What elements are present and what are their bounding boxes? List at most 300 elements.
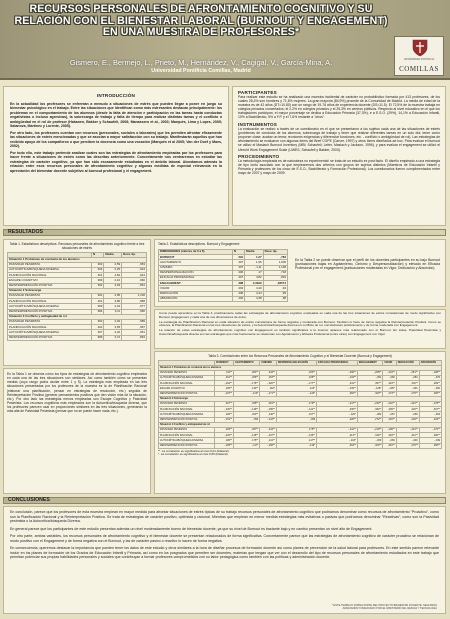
table2-box xyxy=(154,239,446,307)
table3-cell: -,296** xyxy=(317,370,358,375)
table1-cell: PLANIFICACIÓN RACIONAL xyxy=(8,299,92,304)
table1-cell: PASIVIDAD PESIMISTA xyxy=(8,262,92,267)
table3-cell: -,092 xyxy=(234,417,260,422)
table3-cell: -,232** xyxy=(357,402,382,407)
table3-cell: -,049 xyxy=(419,438,441,443)
table2-header: DIMENSIONES (valores de 0 a 6) xyxy=(159,250,233,255)
table3-cell: -,105* xyxy=(383,386,396,391)
table1-cell: 3,11 xyxy=(104,309,122,314)
table3-cell: ,320** xyxy=(396,407,419,412)
methods-box xyxy=(232,86,446,226)
table3-cell: -,120* xyxy=(234,391,260,396)
table3-cell: ,153** xyxy=(260,376,277,381)
table2-cell: 407 xyxy=(232,265,244,270)
table2-note: En la Tabla 2 se puede observar que el perfil de los docentes participantes en su bajo Burnout (puntuaciones bajas en Agotamiento, Cinismo y Despersonalización) y elevado en Eficacia Profesional y en el engagement (puntuaciones moderadas en Vigor, Dedicación y Absorción). xyxy=(295,258,440,271)
table1-cell: 3,72 xyxy=(104,335,122,340)
university: Universidad Pontificia Comillas, Madrid xyxy=(151,68,251,74)
table3-cell: ,327** xyxy=(215,402,234,407)
table3-cell: -,141** xyxy=(276,407,316,412)
table1-cell: 2,10 xyxy=(104,278,122,283)
table3-cell: -,087 xyxy=(383,412,396,417)
table3-cell: ,246** xyxy=(396,417,419,422)
procedure-heading: PROCEDIMIENTO xyxy=(238,154,280,160)
table1-header: Desv. típ. xyxy=(122,252,147,257)
poster-title xyxy=(6,4,396,39)
table1-cell: ,924 xyxy=(122,273,147,278)
table2-header: Desv. típ. xyxy=(263,250,287,255)
table3-cell: -,251** xyxy=(396,370,419,375)
table1-cell: 2,25 xyxy=(104,268,122,273)
table3-cell: -,151** xyxy=(215,417,234,422)
table1-cell: REINTERPRETACIÓN POSITIVA xyxy=(8,335,92,340)
table1 xyxy=(7,252,147,341)
table1-cell: PASIVIDAD PESIMISTA xyxy=(8,294,92,299)
table3-cell: ,341** xyxy=(317,381,358,386)
table2-cell: ,834 xyxy=(263,275,287,280)
table3-cell: -,066 xyxy=(396,412,419,417)
table1-cell: 3,86 xyxy=(104,299,122,304)
table1-cell: 402 xyxy=(91,325,103,330)
table3-cell: ,146** xyxy=(260,412,277,417)
table1-cell: 2,20 xyxy=(104,330,122,335)
table3-cell: -,066 xyxy=(383,438,396,443)
logo-name: COMILLAS xyxy=(399,65,439,73)
table3-cell: ,307** xyxy=(419,407,441,412)
table1-cell: 3,55 xyxy=(104,325,122,330)
table2-cell: ,98 xyxy=(263,296,287,301)
table3-cell: AUTOCRÍTICA/BÚSQUEDA DIVERSA xyxy=(159,412,215,417)
table1-cell: 2,46 xyxy=(104,319,122,324)
table3-cell: -,082 xyxy=(357,412,382,417)
table3-header: ENGAGEMENT xyxy=(357,360,382,365)
table3-cell: ,299** xyxy=(419,381,441,386)
conclusions-bar xyxy=(3,497,446,504)
table3-cell: -,126* xyxy=(317,412,358,417)
funding-line-2: AVANZANDO' FINANCIADO POR EL MINISTERIO DE CIENCIA Y TECNOLOGÍA xyxy=(342,606,437,610)
table1-cell: ,990 xyxy=(122,309,147,314)
table1-cell: 4,60 xyxy=(104,273,122,278)
table2-cell: ,17 xyxy=(245,270,263,275)
conclusions-paragraph-2: En general parece que los participantes de este estudio presentan además un nivel moderadamente bueno de bienestar docente, ya que su nivel de Burnout es bastante bajo y en cambio presentan un nivel alto de Engagement. xyxy=(10,526,373,531)
table3-cell: -,119* xyxy=(276,443,316,448)
conclusions-box xyxy=(3,506,446,614)
table3-cell: ,244** xyxy=(260,370,277,375)
table2-cell: AGOTAMIENTO xyxy=(159,260,233,265)
table1-cell: ,924 xyxy=(122,268,147,273)
table2-cell: ENGAGEMENT xyxy=(159,281,233,286)
table3-cell: -,201** xyxy=(396,402,419,407)
table3-cell: ,118* xyxy=(260,386,277,391)
conclusions-paragraph-4: En consecuencia, queremos destacar la importancia que pueden tener los datos de este estudio y otros similares a la hora de diseñar procesos de formación docente así como planes de prevención de la salud laboral para profesores. En este sentido parece relevante incluir en los planes de formación de los Grados de Educación Infantil y Primaria, así como en los posgrados que permiten ser docentes, materias que tengan que ver con el desarrollo del tipo de recursos personales de afrontamiento estudiados en este trabajo que permitan potenciar sus propias habilidades personales y sociales que contribuyan a formar profesores comprometidos con su labor pedagógica como también con las políticas y administración docente. xyxy=(10,546,439,559)
table1-cell: REINTERPRETACIÓN POSITIVA xyxy=(8,309,92,314)
table3-cell: ,293** xyxy=(215,427,234,432)
poster-header xyxy=(0,0,450,80)
table3-cell: PASIVIDAD PESIMISTA xyxy=(159,427,215,432)
table1-note-box xyxy=(3,368,151,494)
table2-cell: 4,3329 xyxy=(245,281,263,286)
table1-cell: ESCAPE COGNITIVO xyxy=(8,278,92,283)
table1-caption: Tabla 1. Estadísticos descriptivos. Recursos personales de afrontamiento cognitivo frente a tres situaciones de estrés xyxy=(9,242,145,250)
table1-cell: ,960 xyxy=(122,278,147,283)
table3-body xyxy=(159,365,442,448)
table2-cell: 403 xyxy=(232,286,244,291)
table3-cell: ,311** xyxy=(215,370,234,375)
authors: Gismero, E., Bermejo, L., Prieto, M., Hernández, V., Cagigal, V., García-Mina, A. xyxy=(69,58,333,67)
instruments-text: La evaluación se realizó a través de un cuestionario en el que se presentaron a los sujetos cada una de las situaciones de estrés (problemas de conducta de los alumnos; sobrecarga de trabajo y tener que realizar diferentes tareas en un solo día; tener como proponer clase; acabar un tema; reuniones exigencias y diferenciar funciones, etc. - conflicto o ambigüedad de rol). Las estrategias de afrontamiento se evaluaron con algunas ítems del Brief COPE (Carver, 1997) y otros ítems diseñados ad hoc. Para evaluar el burnout se utilizó el Maslach Burnout Inventory (MBI; Schaufeli, Leiter, Maslach y Jackson, 1996), y para evaluar el engagement se utilizó el Utrecht Work Engagement Scale (UWES, Schaufeli y Bakker, 2003). xyxy=(238,127,440,152)
table3-cell: -,264** xyxy=(215,381,234,386)
table3-cell: PLANIFICACIÓN RACIONAL xyxy=(159,433,215,438)
table3-cell: ,279** xyxy=(396,391,419,396)
table3-cell: -,185** xyxy=(215,443,234,448)
table3-cell: -,230** xyxy=(215,407,234,412)
table2-cell: 406 xyxy=(232,291,244,296)
table2-cell: EFICACIA PROFESIONAL xyxy=(159,275,233,280)
table3-cell: PLANIFICACIÓN RACIONAL xyxy=(159,381,215,386)
title-line-1: RECURSOS PERSONALES DE AFRONTAMIENTO COGNITIVO Y SU xyxy=(29,3,373,15)
table3-cell: ,183** xyxy=(276,370,316,375)
table3-cell: -,143** xyxy=(260,417,277,422)
table3-note-1: **. La correlación es significativa al nivel 0,01 (bilateral). xyxy=(158,448,230,453)
conclusions-heading: CONCLUSIONES xyxy=(8,497,50,503)
table2-cell: 406 xyxy=(232,270,244,275)
table1-cell: REINTERPRETACIÓN POSITIVA xyxy=(8,283,92,288)
table3-cell: -,090 xyxy=(419,386,441,391)
table3-cell: ,251** xyxy=(260,402,277,407)
table3-cell: -,195** xyxy=(260,407,277,412)
table1-group-label: Situación 3 Conflicto y ambigüedad de rol xyxy=(8,314,147,319)
table3-cell: -,198** xyxy=(419,370,441,375)
table3-cell: ,263** xyxy=(317,443,358,448)
table3-cell: -,175** xyxy=(234,381,260,386)
table3-cell: ,257** xyxy=(234,427,260,432)
table1-cell: 391 xyxy=(91,294,103,299)
results-bar xyxy=(3,229,446,236)
table3-cell: -,222** xyxy=(383,402,396,407)
table3-cell: REINTERPRETACIÓN POSITIVA xyxy=(159,391,215,396)
table3-caption: Tabla 3. Correlaciones entre los Recursos Personales de Afrontamiento Cognitivo y el Bienestar Docente (Burnout y Engagement) xyxy=(208,354,392,358)
table3-cell: -,145** xyxy=(234,433,260,438)
table2-wrapper xyxy=(158,249,288,302)
table3-cell: ,147** xyxy=(276,438,316,443)
table1-cell: 2,59 xyxy=(104,262,122,267)
table3-cell: -,177** xyxy=(276,381,316,386)
table3-cell: -,076 xyxy=(419,376,441,381)
table1-cell: 1,130 xyxy=(122,294,147,299)
table2-cell: 1,138 xyxy=(263,265,287,270)
table2-cell: 4,38 xyxy=(245,296,263,301)
table3-cell: -,084 xyxy=(396,376,419,381)
table3-cell: -,247** xyxy=(317,402,358,407)
table3-cell: -,226** xyxy=(215,433,234,438)
table2-cell: ,718 xyxy=(263,270,287,275)
table3-cell: ,155** xyxy=(215,386,234,391)
table3-cell: -,082 xyxy=(383,376,396,381)
table3-cell: PLANIFICACIÓN RACIONAL xyxy=(159,407,215,412)
participants-heading: PARTICIPANTES xyxy=(238,90,277,95)
table3-cell: AUTOCRÍTICA/BÚSQUEDA DIVERSA xyxy=(159,376,215,381)
table1-cell: 399 xyxy=(91,278,103,283)
university-logo xyxy=(394,36,444,76)
funding-line-1: * ESTE TRABAJO FORMA PARTE DEL PROYECTO BIENESTAR DOCENTE: SEGUIMOS xyxy=(331,603,437,607)
table3-cell: ,313** xyxy=(317,433,358,438)
table2-cell: 391 xyxy=(232,255,244,260)
table3-cell: -,219** xyxy=(357,427,382,432)
table3-cell: ,325** xyxy=(234,402,260,407)
table1-cell: 392 xyxy=(91,319,103,324)
correlation-text-box xyxy=(154,309,446,349)
table3-cell: -,117* xyxy=(234,443,260,448)
table2-cell: ,1,11 xyxy=(245,265,263,270)
table2 xyxy=(158,249,288,302)
table1-cell: 2,95 xyxy=(104,294,122,299)
table3-header: EFICACIA PROFESIONAL xyxy=(317,360,358,365)
table1-cell: 3,49 xyxy=(104,283,122,288)
procedure-text: La metodología empleada es de naturaleza no experimental: se trata de un estudio ex post facto. El diseño empleado a una estrategia de tipo Ionto asociado con la que emplearemos dos criterios con grupos de sujetos distintos (Maestros de Educación Infantil y Primaria y profesores de los cinco de E.S.O., Bachillerato y Formación Profesional). Los cuestionarios fueron cumplimentados entre mayo de 2007 y mayo de 2009. xyxy=(238,159,440,176)
table3-cell: -,234** xyxy=(383,370,396,375)
table3-cell: ,312** xyxy=(396,433,419,438)
table2-header: N xyxy=(232,250,244,255)
table3-group-label: Situación 1 Problemas de conducta de los alumnos xyxy=(159,365,442,370)
funding-footnote xyxy=(287,604,437,610)
table2-cell: DEDICACIÓN xyxy=(159,291,233,296)
table3-cell: ,344** xyxy=(357,433,382,438)
table3-cell: -,133** xyxy=(317,376,358,381)
table3-cell: ,332** xyxy=(396,381,419,386)
table1-cell: 404 xyxy=(91,268,103,273)
table-row xyxy=(8,335,147,340)
table3-cell: ,175** xyxy=(276,427,316,432)
table2-cell: 407 xyxy=(232,275,244,280)
table1-cell: PASIVIDAD PESIMISTA xyxy=(8,319,92,324)
table3-cell: ,179** xyxy=(276,402,316,407)
intro-paragraph-3: Por todo ello, este trabajo pretende analizar cuales son las estrategias de afrontamiento empleadas por los profesores para hacer frente a situaciones de estrés como las descritas anteriormente. Concretamente nos centraremos en estudiar las estrategias de carácter cognitivo, ya que han sido escasamente estudiadas en el ámbito laboral. Abordamos además la relación entre esos recursos personales de afrontamiento cognitivo y algunas medidas de especial relevancia en la apreciación del bienestar docente subjetivo al burnout profesional y el engagement. xyxy=(10,151,222,173)
table3-cell: -,103* xyxy=(317,438,358,443)
intro-heading: INTRODUCCIÓN xyxy=(96,93,136,98)
table3-cell: ,141** xyxy=(260,438,277,443)
table1-cell: ,989 xyxy=(122,319,147,324)
table1-cell: 384 xyxy=(91,309,103,314)
table-row xyxy=(159,296,288,301)
table3-header: VIGOR xyxy=(383,360,396,365)
table3-cell: PASIVIDAD PESIMISTA xyxy=(159,402,215,407)
table3-cell: ,272** xyxy=(357,417,382,422)
table3-cell: -,060 xyxy=(357,438,382,443)
table3-header: DESPERSO-NALIZACIÓN xyxy=(276,360,316,365)
table2-body xyxy=(159,255,288,302)
table1-header: N xyxy=(91,252,103,257)
table2-cell: ,99 xyxy=(263,291,287,296)
table1-cell: ,953 xyxy=(122,262,147,267)
table1-cell: AUTOCRÍTICA/BÚSQUEDA DIVERSA xyxy=(8,330,92,335)
correlation-text-1: Como puede apreciarse en la Tabla 3, prácticamente todas las estrategias de afrontamiento cognitivo empleadas en cada una de las tres situaciones de estrés correlacionan de modo significativo con Burnout, Engagement y cada una de sus dimensiones de éstos. xyxy=(159,311,441,319)
table3-header: ABSORCIÓN xyxy=(419,360,441,365)
table1-header: Media xyxy=(104,252,122,257)
table3-header: CINISMO xyxy=(260,360,277,365)
table3-cell: -,139** xyxy=(234,407,260,412)
intro-box xyxy=(3,86,229,226)
table2-caption: Tabla 2. Estadísticos descriptivos. Burnout y Engagement xyxy=(158,242,240,246)
table2-cell: 4,40 xyxy=(245,286,263,291)
table2-cell: 407 xyxy=(232,260,244,265)
table3-cell: -,201** xyxy=(396,427,419,432)
table3-cell: ,300** xyxy=(357,391,382,396)
results-heading: RESULTADOS xyxy=(8,229,43,235)
table3-cell: REINTERPRETACIÓN POSITIVA xyxy=(159,417,215,422)
table2-cell: ,93 xyxy=(263,286,287,291)
table3-cell: ,362** xyxy=(357,407,382,412)
table3-cell: -,063 xyxy=(419,412,441,417)
table3-cell: ,186** xyxy=(215,438,234,443)
table3-cell: -,136** xyxy=(276,433,316,438)
table3-cell: -,268** xyxy=(357,370,382,375)
table2-cell: 388 xyxy=(232,281,244,286)
table2-cell: 402 xyxy=(232,296,244,301)
table3-cell: ,167** xyxy=(276,412,316,417)
table3-cell: ,123* xyxy=(276,386,316,391)
conclusions-paragraph-3: Por otro parte, ambas variables, los recursos personales de afrontamiento cognitivo y el bienestar docente se presentan relacionados de forma significativa. Concretamente parece que las estrategias de afrontamiento cognitivo de carácter proactivo se relacionan de modo positivo con el Engagement y de forma negativa con el Burnout, y las de carácter pasivo o reactivo lo hacen de forma negativa. xyxy=(10,534,439,543)
table3-cell: ,339** xyxy=(383,407,396,412)
table2-cell: 1,96 xyxy=(245,260,263,265)
table2-cell: BURNOUT xyxy=(159,255,233,260)
table3-cell: ,318** xyxy=(383,433,396,438)
table3-cell: ,156** xyxy=(276,376,316,381)
table1-cell: 401 xyxy=(91,273,103,278)
table3-cell: ,357** xyxy=(357,381,382,386)
table1-cell: 2,04 xyxy=(104,304,122,309)
table1-cell: ,987 xyxy=(122,325,147,330)
table2-cell: ,84574 xyxy=(263,281,287,286)
table1-box xyxy=(3,239,151,366)
table3-cell: ,243** xyxy=(260,427,277,432)
table3-cell: -,197** xyxy=(260,433,277,438)
intro-paragraph-2: Por otro lado, los profesores cuentan con recursos (personales, sociales o laborales) que les permiten afrontar eficazmente las situaciones de estrés mencionadas y que se asocian a mayor satisfacción con su trabajo. Manifestarán aquellos que han recibido apoyo de los compañeros o que perciben la docencia como una vocación (Marqués et al 2005; Van der Doef y Maes, 2002). xyxy=(10,130,222,149)
participants-text: Para realizar este estudio se ha analizado una muestra incidental de carácter no probabilístico formada por 413 profesores, de los cuales 28,4% son hombres y 71,6% mujeres. La gran mayoría (84,9%) procede de la Comunidad de Madrid. La media de edad de la muestra es de 42 años (DT=10,80) con un rango de 19-76 años de experiencia docente (DS=11.5). El 72,5% de la muestra trabaja en colegios privados concertados; el 2,2% en colegios privados y el 25,3% en centros públicos. Respecto al nivel educativo en el que los trabajadores participan, el mayor porcentaje se dedica a Educación Primaria (37,3%), e a E.S.O. (29%), 14,1% a Educación Infantil, 10% a Bachillerato, 5% a F.P. y el 7,6% restante a "otros". xyxy=(238,95,440,120)
table3-cell: ,234** xyxy=(419,417,441,422)
table3-header: AGOTAMIENTO xyxy=(234,360,260,365)
table3-cell: -,126* xyxy=(276,391,316,396)
shield-icon xyxy=(412,39,428,57)
table3-cell: ,226** xyxy=(317,417,358,422)
table3-cell: -,199** xyxy=(383,427,396,432)
table3-cell: -,046 xyxy=(396,438,419,443)
table1-cell: PLANIFICACIÓN RACIONAL xyxy=(8,325,92,330)
table3-cell: ,284** xyxy=(317,391,358,396)
table3-cell: ,303** xyxy=(357,443,382,448)
table3-header: BURNOUT xyxy=(215,360,234,365)
table2-cell: 4,82 xyxy=(245,275,263,280)
table3-cell: ,206** xyxy=(234,376,260,381)
table3-cell: ,273** xyxy=(383,391,396,396)
table2-cell: DESPERSONALIZACIÓN xyxy=(159,270,233,275)
table3-cell: -,096 xyxy=(276,417,316,422)
table3-cell: -,139** xyxy=(317,386,358,391)
table2-cell: 1,006 xyxy=(263,260,287,265)
correlation-text-3: La relación de estas estrategias de afrontamiento cognitivo con Engagement es también significativa a la inversa: aparece más relacionado con el Burnout. En todas, Pasividad Pesimista y Autocrítica/búsqueda diversa son las estrategias que más fuertemente se relacionan con Agotamiento y Eficacia Profesional (entre otras) con Engagement con Vigor. xyxy=(159,328,441,336)
table1-group-label: Situación 1 Problemas de conducta de los alumnos xyxy=(8,257,147,262)
table3-group-label: Situación 3 Conflicto y ambigüedad de rol xyxy=(159,422,442,427)
table1-cell: ,977 xyxy=(122,304,147,309)
table3-cell: ,250** xyxy=(419,391,441,396)
table1-cell: PLANIFICACIÓN RACIONAL xyxy=(8,273,92,278)
table1-cell: AUTOCRÍTICA/BÚSQUEDA DIVERSA xyxy=(8,304,92,309)
table3-cell: -,241** xyxy=(317,427,358,432)
table1-cell: 399 xyxy=(91,304,103,309)
table3-group-label: Situación 2 Sobrecarga xyxy=(159,396,442,401)
title-line-2: RELACIÓN CON EL BIENESTAR LABORAL (BURNOUT Y ENGAGEMENT) xyxy=(14,14,388,27)
title-line-3: EN UNA MUESTRA DE PROFESORES* xyxy=(102,26,300,38)
table3-cell: ESCAPE COGNITIVO xyxy=(159,386,215,391)
table2-cell: ,783 xyxy=(263,255,287,260)
table1-cell: 389 xyxy=(91,335,103,340)
table1-cell: ,861 xyxy=(122,283,147,288)
table3-cell: ,201** xyxy=(215,376,234,381)
table3-cell: -,091 xyxy=(396,386,419,391)
table3-cell: -,220** xyxy=(260,381,277,386)
table1-cell: 392 xyxy=(91,283,103,288)
table3-cell: ,249** xyxy=(383,417,396,422)
table3-cell: ,206** xyxy=(215,412,234,417)
table3-note-2: *. La correlación es significativa al nivel 0,05 (bilateral). xyxy=(158,452,229,457)
table1-cell: AUTOCRÍTICA/BÚSQUEDA DIVERSA xyxy=(8,268,92,273)
table3-cell: AUTOCRÍTICA/BÚSQUEDA DIVERSA xyxy=(159,438,215,443)
table1-cell: ,858 xyxy=(122,299,147,304)
table3-cell: -,197** xyxy=(215,391,234,396)
table3-cell: -,108* xyxy=(357,386,382,391)
table1-cell: 397 xyxy=(91,330,103,335)
table3-cell: ,276** xyxy=(396,443,419,448)
table3-cell: -,171** xyxy=(260,391,277,396)
table3-cell: ,290** xyxy=(419,433,441,438)
table2-header: Media xyxy=(245,250,263,255)
table3-cell: REINTERPRETACIÓN POSITIVA xyxy=(159,443,215,448)
table3-header: DEDICACIÓN xyxy=(396,360,419,365)
table3-cell: ,335** xyxy=(317,407,358,412)
table1-note: En la Tabla 1 se observa cómo los tipos de estrategias de afrontamiento cognitivo empleados en cada una de las tres situaciones son similares. Así como también cómo se presentan medias (cuyo rango podía oscilar entre 1 y 5). La estrategia más empleada en las tres situaciones presentadas por los profesores de la muestra es la de Planificación Racional (elaborar una planificación, pensar en estrategias de resolución, etc.) seguida de Reinterpretación Positiva (generar pensamientos positivos que den visión más de la situación, etc.). Por otro lado las estrategias menos empleadas son Escape Cognitivo y Pasividad Pesimista. Los recursos cognitivos más empleados son la Autocrítica/búsqueda diversa, que los profesores parecen usar en proporciones similares en las tres situaciones, generando la más alta de Pasividad Pesimista (pensar que no se puede hacer nada, etc.). xyxy=(7,372,147,414)
table3-cell: -,166** xyxy=(260,443,277,448)
table3-box xyxy=(154,351,446,494)
intro-paragraph-1: En la actualidad los profesores se enfrentan a menudo a situaciones de estrés que pueden llegar a poner en juego su bienestar psicológico en el trabajo. Entre las situaciones que identifican como más estresantes destacan principalmente: los problemas en el comportamiento de los alumnos (desde la falta de atención e participación en las tareas hasta conductas negativistas o incluso agresivas), la sobrecarga de trabajo y falta de tiempo para realizar distintas tareas y el conflicto o ambigüedad en el rol de profesor (Hakanen, Bakker y Schaufeli, 2006; Manassero et al., 2003; Marqués, Lima y Lopes, 2005; Salanova, Martínez y Lorente, 2005). xyxy=(10,102,222,129)
table3-cell: -,170** xyxy=(419,427,441,432)
table3-cell: ,281** xyxy=(234,370,260,375)
table3-cell: PASIVIDAD PESIMISTA xyxy=(159,370,215,375)
table3-cell: ,132** xyxy=(234,386,260,391)
correlation-text-2: La estrategia de Planificación Racional en cada situación de estrés correlaciona de forma negativa y moderada con Burnout. También lo hace de forma negativa la Reinterpretación Positiva. Como se observa, la Planificación Racional en las tres situaciones de estrés, y la Autocrítica/búsqueda diversa en conflicto de rol, correlacionan positivamente y de forma moderada con Engagement. xyxy=(159,319,441,328)
table1-cell: 393 xyxy=(91,262,103,267)
table3-cell: ,256** xyxy=(419,443,441,448)
table3 xyxy=(158,360,442,449)
table3-cell: -,091 xyxy=(357,376,382,381)
table2-cell: 1,27 xyxy=(245,255,263,260)
table2-cell: ABSORCIÓN xyxy=(159,296,233,301)
table1-cell: ,951 xyxy=(122,330,147,335)
table1-cell: ,894 xyxy=(122,335,147,340)
table1-group-label: Situación 2 Sobrecarga xyxy=(8,288,147,293)
conclusions-paragraph-1: En conclusión, parece que los profesores de esta muestra emplean en mayor medida para afrontar situaciones de estrés típicas de su trabajo recursos personales de afrontamiento cognitivo que podríamos denominar como recursos de afrontamiento "Proactivo", como son la Planificación Racional y la Reinterpretación Positiva. Se trata de estrategias de carácter positivo, optimista y racional. Mientras que emplean en menor medida estrategias más evitativas o pasivas que podríamos denominar "Reactivas", como son la Pasividad pesimista o la Autocrítica/búsqueda Diversa. xyxy=(10,510,439,523)
table3-cell: ,200** xyxy=(234,412,260,417)
table2-cell: CINISMO xyxy=(159,265,233,270)
table3-cell: ,323** xyxy=(383,381,396,386)
table3-cell: ,281** xyxy=(383,443,396,448)
table3-cell: -,178** xyxy=(419,402,441,407)
table3-cell: ,175** xyxy=(234,438,260,443)
logo-sub: UNIVERSIDAD PONTIFICIA xyxy=(403,58,435,61)
table2-cell: VIGOR xyxy=(159,286,233,291)
instruments-heading: INSTRUMENTOS xyxy=(238,122,278,128)
table1-cell: 401 xyxy=(91,299,103,304)
table2-cell: 4,44 xyxy=(245,291,263,296)
table1-body xyxy=(8,257,147,340)
table-row xyxy=(159,443,442,448)
